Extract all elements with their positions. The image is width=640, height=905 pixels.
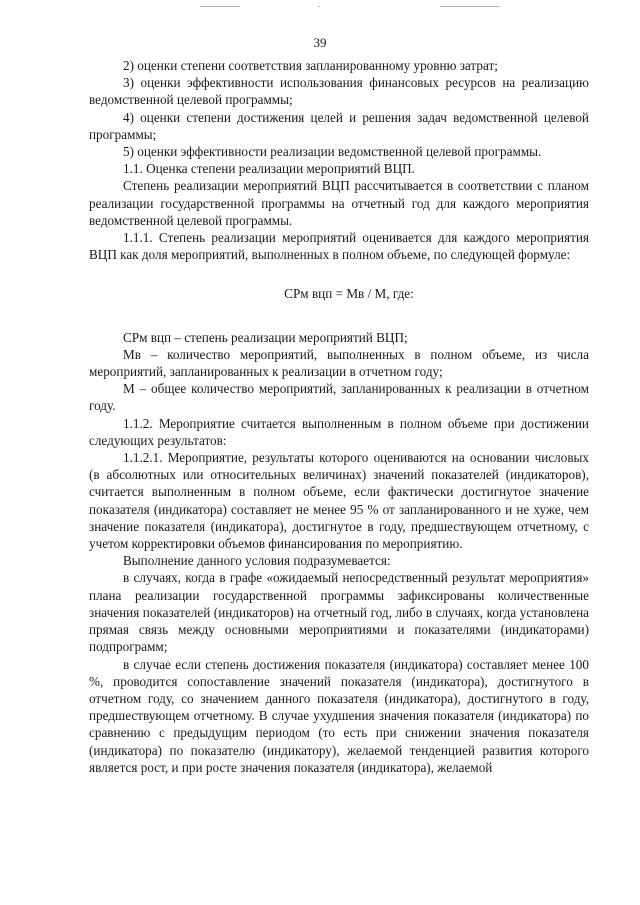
scan-artifact: [318, 6, 320, 7]
scan-artifact: [440, 6, 500, 7]
paragraph: 1.1.2.1. Мероприятие, результаты которого оцениваются на основании числовых (в абсолютных или относительных величинах) значений показателей (индикаторов), считается выполненным в полном объеме, если фактически достигнутое значение показателя (индикатора) составляет не менее 95 % от запланированного и не хуже, чем значение показателя (индикатора), достигнутое в году, предшествующем отчетному, с учетом корректировки объемов финансирования по мероприятию.: [89, 450, 589, 552]
paragraph: 2) оценки степени соответствия запланированному уровню затрат;: [123, 58, 498, 73]
paragraph: в случаях, когда в графе «ожидаемый непосредственный результат мероприятия» плана реализации государственной программы зафиксированы количественные значения показателей (индикаторов) на отчетный год, либо в случаях, когда установлена прямая связь между основными мероприятиями и показателями (индикаторами) подпрограмм;: [89, 570, 589, 655]
paragraph: 5) оценки эффективности реализации ведомственной целевой программы.: [123, 144, 542, 160]
paragraph: 4) оценки степени достижения целей и решения задач ведомственной целевой программы;: [89, 109, 589, 142]
paragraph: Выполнение данного условия подразумевается:: [123, 553, 391, 569]
paragraph: Степень реализации мероприятий ВЦП рассчитывается в соответствии с планом реализации государственной программы на отчетный год для каждого мероприятия ведомственной целевой программы.: [89, 178, 589, 228]
paragraph: 1.1.2. Мероприятие считается выполненным в полном объеме при достижении следующих результатов:: [89, 415, 589, 448]
page-number: 39: [313, 35, 327, 50]
document-body: [89, 57, 589, 776]
paragraph: М – общее количество мероприятий, запланированных к реализации в отчетном году.: [89, 381, 589, 414]
paragraph: Мв – количество мероприятий, выполненных в полном объеме, из числа мероприятий, запланированных к реализации в отчетном году;: [89, 346, 589, 380]
section-heading: 1.1. Оценка степени реализации мероприятий ВЦП.: [123, 161, 415, 177]
paragraph: в случае если степень достижения показателя (индикатора) составляет менее 100 %, проводится сопоставление значений показателя (индикатора), достигнутого в отчетном году, со значением данного показателя (индикатора), достигнутого в году, предшествующем отчетному. В случае ухудшения значения показателя (индикатора) по сравнению с предыдущим периодом (то есть при снижении значения показателя (индикатора) по показателю (индикатору), желаемой тенденцией развития которого является рост, и при росте значения показателя (индикатора), желаемой: [89, 656, 589, 775]
formula: СРм вцп = Мв / М, где:: [284, 286, 414, 302]
scan-artifact: [200, 6, 240, 7]
paragraph: 3) оценки эффективности использования финансовых ресурсов на реализацию ведомственной целевой программы;: [89, 75, 589, 108]
paragraph: СРм вцп – степень реализации мероприятий ВЦП;: [123, 329, 408, 345]
paragraph: 1.1.1. Степень реализации мероприятий оценивается для каждого мероприятия ВЦП как доля мероприятий, выполненных в полном объеме, по следующей формуле:: [89, 230, 589, 263]
